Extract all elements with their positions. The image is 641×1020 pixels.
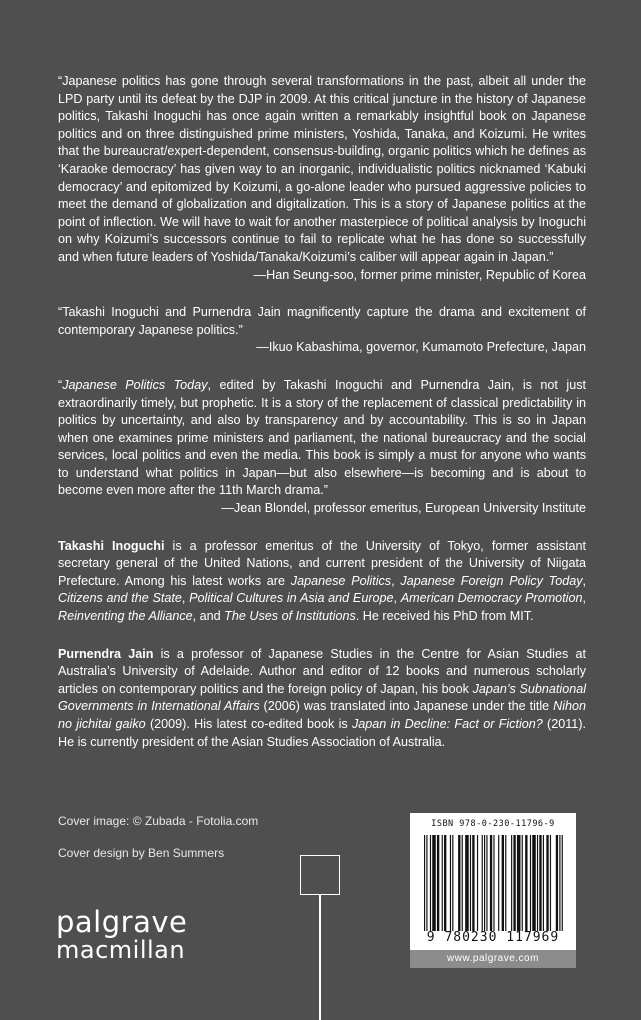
quote-text: “Takashi Inoguchi and Purnendra Jain magnificently capture the drama and excitement of contemporary Japanese politics.” — [58, 305, 586, 337]
barcode-bar — [546, 835, 548, 931]
barcode-bar — [559, 835, 560, 931]
bio-separator: , — [391, 573, 401, 588]
barcode-bar — [537, 835, 538, 931]
quote-attribution: —Han Seung-soo, former prime minister, Republic of Korea — [253, 267, 586, 282]
barcode-bar — [472, 835, 474, 931]
endorsement-kabashima — [58, 304, 586, 357]
isbn-label: ISBN 978-0-230-11796-9 — [431, 819, 555, 829]
decorative-square — [300, 855, 340, 895]
barcode-bar — [502, 835, 504, 931]
publisher-logo-line1: palgrave — [56, 905, 188, 939]
author-name: Takashi Inoguchi — [58, 538, 165, 553]
barcode-bar — [556, 835, 558, 931]
endorsement-han — [58, 73, 586, 284]
barcode-bar — [562, 835, 563, 931]
barcode-bars — [424, 835, 564, 931]
bio-separator: , — [582, 573, 586, 588]
author-bio-inoguchi — [58, 538, 586, 626]
bio-text: is a professor of Japanese Studies in the Centre for Asian Studies at Australia’s University of Adelaide. Author and editor of 12 books and numerous scholarly articles on contemporary politics and the foreign policy of Japan, his book — [58, 646, 586, 696]
quote-text — [58, 377, 586, 500]
work-title: Japanese Politics — [290, 573, 392, 588]
barcode-bar — [486, 835, 487, 931]
barcode-bar — [550, 835, 551, 931]
cover-design-credit: Cover design by Ben Summers — [58, 846, 225, 860]
barcode-bar — [432, 835, 436, 931]
barcode-bar — [505, 835, 506, 931]
barcode-bar — [450, 835, 451, 931]
bio-text: (2011). He is currently president of the Asian Studies Association of Australia. — [58, 717, 587, 749]
work-title: Citizens and the State — [58, 591, 182, 606]
barcode-bar — [530, 835, 531, 931]
quote-text: “Japanese politics has gone through several transformations in the past, albeit all under the LPD party until its defeat by the DJP in 2009. At this critical juncture in the history of Japanese politics, Takashi Inoguchi has once again written a remarkably insightful book on Japanese politics and on three distinguished prime ministers, Yoshida, Tanaka, and Koizumi. He writes that the bureaucrat/expert-dependent, consensus-building, organic politics which he defines as ‘Karaoke democracy’ has given way to an inorganic, individualistic politics nicknamed ‘Kabuki democracy’ and epitomized by Koizumi, a go-alone leader who pursued aggressive policies to meet the demand of globalization and digitalization. This is a story of Japanese politics at the point of inflection. We will have to wait for another masterpiece of political analysis by Inoguchi on why Koizumi’s successors continue to fail to replicate what he has done so successfully and when future leaders of Yoshida/Tanaka/Koizumi’s caliber will appear again in Japan.” — [58, 74, 586, 264]
barcode-bar — [493, 835, 494, 931]
bio-separator: , and — [192, 609, 225, 624]
bio-text: is a professor emeritus of the University of Tokyo, former assistant secretary general of the United Nations, and current president of the University of Niigata Prefecture. Among his latest works are — [58, 538, 586, 588]
barcode-bar — [444, 835, 446, 931]
barcode-bar — [430, 835, 431, 931]
barcode-bar — [543, 835, 544, 931]
bio-text: (2009). His latest co-edited book is — [145, 717, 352, 731]
barcode-bar — [426, 835, 427, 931]
barcode-bar — [465, 835, 469, 931]
barcode-bar — [517, 835, 521, 931]
barcode-bar — [525, 835, 527, 931]
publisher-logo — [56, 907, 187, 963]
barcode-bar — [458, 835, 460, 931]
barcode-bar — [522, 835, 523, 931]
work-title: Japan in Decline: Fact or Fiction? — [352, 717, 543, 731]
quote-open: “ — [58, 377, 63, 392]
barcode-bar — [437, 835, 439, 931]
book-title: Japanese Politics Today — [62, 377, 208, 392]
bio-separator: , — [582, 591, 586, 606]
decorative-line — [319, 895, 321, 1020]
work-title: Nihon no jichitai gaiko — [58, 699, 586, 731]
quote-attribution: —Jean Blondel, professor emeritus, European University Institute — [221, 501, 586, 516]
publisher-website: www.palgrave.com — [410, 950, 576, 968]
quote-attribution: —Ikuo Kabashima, governor, Kumamoto Prefecture, Japan — [256, 340, 586, 355]
bio-separator: , — [393, 591, 401, 606]
barcode-bar — [470, 835, 471, 931]
bio-text: (2006) was translated into Japanese under the title — [259, 699, 554, 714]
isbn-digits: 9 780230 117969 — [426, 930, 560, 945]
quote-body: , edited by Takashi Inoguchi and Purnendra Jain, is not just extraordinarily timely, but prophetic. It is a story of the replacement of classical predictability in politics by uncertainty, and also by transparency and by accountability. This is so in Japan when one examines prime ministers and parliament, the national bureaucracy and the social services, local politics and even the media. This book is simply a must for anyone who wants to understand what politics in Japan—but also elsewhere—is becoming and is about to become even more after the 11th March drama.” — [58, 377, 586, 498]
barcode-bar — [539, 835, 541, 931]
work-title: American Democracy Promotion — [400, 591, 583, 606]
barcode-bar — [490, 835, 492, 931]
cover-image-credit: Cover image: © Zubada - Fotolia.com — [58, 814, 259, 828]
work-title: Japan’s Subnational Governments in International Affairs — [58, 681, 587, 714]
work-title: Japanese Foreign Policy Today — [400, 573, 583, 588]
bio-separator: , — [181, 591, 190, 606]
author-bio-jain — [58, 646, 586, 752]
barcode-bar — [482, 835, 483, 931]
barcode-bar — [424, 835, 425, 931]
barcode-bar — [477, 835, 478, 931]
barcode-bar — [511, 835, 512, 931]
author-name: Purnendra Jain — [58, 646, 154, 661]
barcode-bar — [498, 835, 499, 931]
bio-text: . He received his PhD from MIT. — [355, 609, 534, 624]
work-title: The Uses of Institutions — [224, 609, 356, 624]
barcode — [410, 813, 576, 950]
work-title: Political Cultures in Asia and Europe — [189, 591, 394, 606]
work-title: Reinventing the Alliance — [58, 609, 193, 624]
endorsement-blondel — [58, 377, 586, 518]
back-cover-text — [58, 73, 586, 771]
barcode-bar — [484, 835, 485, 931]
barcode-bar — [532, 835, 536, 931]
barcode-bar — [452, 835, 453, 931]
barcode-bar — [513, 835, 515, 931]
barcode-bar — [442, 835, 443, 931]
barcode-bar — [462, 835, 463, 931]
publisher-logo-line2: macmillan — [56, 936, 186, 964]
